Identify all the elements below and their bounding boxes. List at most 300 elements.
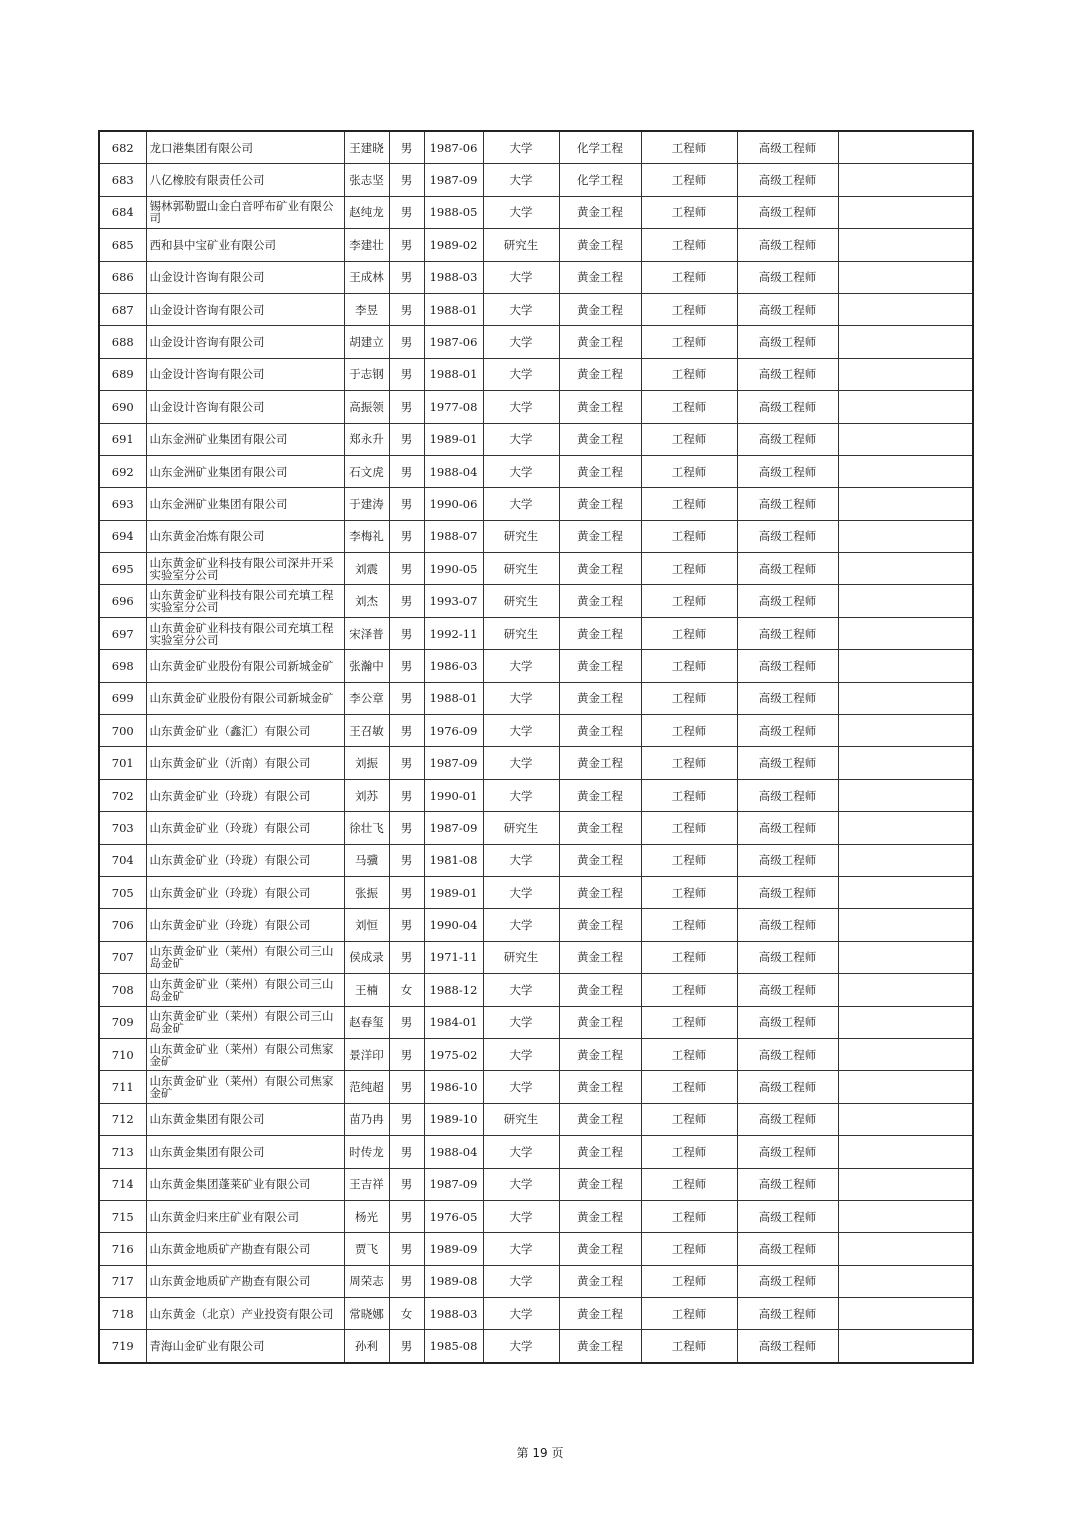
current-title: 工程师 [641,1298,737,1330]
unit-name: 龙口港集团有限公司 [146,131,344,164]
row-number: 694 [99,520,146,552]
current-title: 工程师 [641,520,737,552]
current-title: 工程师 [641,941,737,973]
person-name: 马骥 [344,844,389,876]
remarks [838,1006,973,1038]
specialty: 黄金工程 [559,196,641,228]
birth-date: 1984-01 [424,1006,483,1038]
birth-date: 1992-11 [424,617,483,649]
applied-title: 高级工程师 [737,326,838,358]
person-name: 李梅礼 [344,520,389,552]
person-name: 杨光 [344,1200,389,1232]
remarks [838,326,973,358]
specialty: 黄金工程 [559,520,641,552]
specialty: 化学工程 [559,164,641,196]
gender: 男 [389,1265,424,1297]
education: 大学 [483,196,559,228]
specialty: 黄金工程 [559,1265,641,1297]
remarks [838,1071,973,1103]
remarks [838,131,973,164]
specialty: 黄金工程 [559,779,641,811]
current-title: 工程师 [641,229,737,261]
gender: 女 [389,974,424,1006]
birth-date: 1986-03 [424,650,483,682]
specialty: 黄金工程 [559,358,641,390]
applied-title: 高级工程师 [737,1233,838,1265]
birth-date: 1988-04 [424,455,483,487]
unit-name: 山东黄金矿业科技有限公司充填工程实验室分公司 [146,617,344,649]
remarks [838,196,973,228]
specialty: 黄金工程 [559,876,641,908]
unit-name: 八亿橡胶有限责任公司 [146,164,344,196]
applied-title: 高级工程师 [737,1265,838,1297]
unit-name: 山金设计咨询有限公司 [146,358,344,390]
current-title: 工程师 [641,909,737,941]
education: 研究生 [483,585,559,617]
page-number: 第 19 页 [516,1446,564,1460]
birth-date: 1989-02 [424,229,483,261]
person-name: 高振领 [344,391,389,423]
specialty: 黄金工程 [559,391,641,423]
person-name: 侯成录 [344,941,389,973]
remarks [838,1200,973,1232]
specialty: 黄金工程 [559,812,641,844]
remarks [838,1330,973,1363]
gender: 女 [389,1298,424,1330]
table-row [99,520,973,552]
education: 大学 [483,261,559,293]
specialty: 黄金工程 [559,1071,641,1103]
specialty: 黄金工程 [559,844,641,876]
applied-title: 高级工程师 [737,553,838,585]
current-title: 工程师 [641,1200,737,1232]
table-row [99,941,973,973]
person-name: 胡建立 [344,326,389,358]
remarks [838,747,973,779]
row-number: 714 [99,1168,146,1200]
unit-name: 山东黄金矿业（鑫汇）有限公司 [146,715,344,747]
remarks [838,358,973,390]
current-title: 工程师 [641,423,737,455]
current-title: 工程师 [641,1006,737,1038]
table-row [99,650,973,682]
remarks [838,520,973,552]
row-number: 703 [99,812,146,844]
current-title: 工程师 [641,261,737,293]
education: 大学 [483,747,559,779]
row-number: 716 [99,1233,146,1265]
person-name: 景洋印 [344,1038,389,1070]
row-number: 698 [99,650,146,682]
row-number: 707 [99,941,146,973]
gender: 男 [389,1071,424,1103]
gender: 男 [389,391,424,423]
specialty: 黄金工程 [559,1330,641,1363]
education: 大学 [483,715,559,747]
education: 研究生 [483,1103,559,1135]
row-number: 690 [99,391,146,423]
applied-title: 高级工程师 [737,1038,838,1070]
table-row [99,1168,973,1200]
birth-date: 1988-03 [424,1298,483,1330]
current-title: 工程师 [641,358,737,390]
unit-name: 山东黄金矿业（沂南）有限公司 [146,747,344,779]
gender: 男 [389,1136,424,1168]
applied-title: 高级工程师 [737,1071,838,1103]
unit-name: 山东黄金矿业科技有限公司深井开采实验室分公司 [146,553,344,585]
applied-title: 高级工程师 [737,715,838,747]
education: 大学 [483,1330,559,1363]
current-title: 工程师 [641,747,737,779]
birth-date: 1988-01 [424,682,483,714]
table-row [99,293,973,325]
unit-name: 山东黄金矿业（莱州）有限公司焦家金矿 [146,1038,344,1070]
education: 大学 [483,326,559,358]
birth-date: 1987-06 [424,131,483,164]
person-name: 苗乃冉 [344,1103,389,1135]
person-name: 刘杰 [344,585,389,617]
person-name: 王召敏 [344,715,389,747]
education: 大学 [483,909,559,941]
remarks [838,1265,973,1297]
gender: 男 [389,747,424,779]
table-row [99,455,973,487]
row-number: 695 [99,553,146,585]
gender: 男 [389,909,424,941]
applied-title: 高级工程师 [737,229,838,261]
table-row [99,196,973,228]
row-number: 689 [99,358,146,390]
applied-title: 高级工程师 [737,941,838,973]
education: 大学 [483,423,559,455]
education: 大学 [483,1233,559,1265]
unit-name: 山东黄金矿业（莱州）有限公司三山岛金矿 [146,1006,344,1038]
birth-date: 1990-04 [424,909,483,941]
person-name: 贾飞 [344,1233,389,1265]
gender: 男 [389,1006,424,1038]
gender: 男 [389,455,424,487]
current-title: 工程师 [641,585,737,617]
unit-name: 山东黄金矿业股份有限公司新城金矿 [146,682,344,714]
person-name: 赵纯龙 [344,196,389,228]
applied-title: 高级工程师 [737,261,838,293]
remarks [838,1168,973,1200]
table-row [99,682,973,714]
unit-name: 山东金洲矿业集团有限公司 [146,423,344,455]
birth-date: 1981-08 [424,844,483,876]
row-number: 692 [99,455,146,487]
row-number: 705 [99,876,146,908]
education: 大学 [483,455,559,487]
unit-name: 山东黄金矿业（玲珑）有限公司 [146,909,344,941]
current-title: 工程师 [641,196,737,228]
education: 大学 [483,876,559,908]
person-name: 刘恒 [344,909,389,941]
birth-date: 1989-01 [424,876,483,908]
current-title: 工程师 [641,131,737,164]
table-row [99,1298,973,1330]
applied-title: 高级工程师 [737,520,838,552]
person-name: 范纯超 [344,1071,389,1103]
education: 研究生 [483,553,559,585]
row-number: 688 [99,326,146,358]
unit-name: 山东黄金矿业（莱州）有限公司焦家金矿 [146,1071,344,1103]
remarks [838,1038,973,1070]
table-row [99,1006,973,1038]
unit-name: 山金设计咨询有限公司 [146,261,344,293]
birth-date: 1985-08 [424,1330,483,1363]
specialty: 黄金工程 [559,326,641,358]
row-number: 712 [99,1103,146,1135]
birth-date: 1989-09 [424,1233,483,1265]
applied-title: 高级工程师 [737,1103,838,1135]
current-title: 工程师 [641,164,737,196]
table-row [99,358,973,390]
specialty: 黄金工程 [559,1168,641,1200]
birth-date: 1987-09 [424,812,483,844]
birth-date: 1971-11 [424,941,483,973]
specialty: 黄金工程 [559,423,641,455]
birth-date: 1988-12 [424,974,483,1006]
birth-date: 1986-10 [424,1071,483,1103]
specialty: 黄金工程 [559,1006,641,1038]
applied-title: 高级工程师 [737,488,838,520]
education: 大学 [483,974,559,1006]
row-number: 719 [99,1330,146,1363]
gender: 男 [389,358,424,390]
specialty: 黄金工程 [559,585,641,617]
specialty: 黄金工程 [559,682,641,714]
unit-name: 山东黄金（北京）产业投资有限公司 [146,1298,344,1330]
table-row [99,1103,973,1135]
education: 大学 [483,1006,559,1038]
education: 大学 [483,779,559,811]
specialty: 黄金工程 [559,974,641,1006]
person-name: 王建晓 [344,131,389,164]
person-name: 张瀚中 [344,650,389,682]
specialty: 黄金工程 [559,650,641,682]
current-title: 工程师 [641,293,737,325]
specialty: 黄金工程 [559,1103,641,1135]
row-number: 691 [99,423,146,455]
current-title: 工程师 [641,876,737,908]
current-title: 工程师 [641,974,737,1006]
unit-name: 西和县中宝矿业有限公司 [146,229,344,261]
table-row [99,1136,973,1168]
current-title: 工程师 [641,812,737,844]
current-title: 工程师 [641,1233,737,1265]
applied-title: 高级工程师 [737,812,838,844]
birth-date: 1988-05 [424,196,483,228]
applied-title: 高级工程师 [737,455,838,487]
person-name: 时传龙 [344,1136,389,1168]
applied-title: 高级工程师 [737,423,838,455]
birth-date: 1988-01 [424,358,483,390]
row-number: 697 [99,617,146,649]
table-row [99,553,973,585]
person-name: 王吉祥 [344,1168,389,1200]
table-row [99,974,973,1006]
birth-date: 1988-03 [424,261,483,293]
birth-date: 1987-06 [424,326,483,358]
unit-name: 山东黄金地质矿产勘查有限公司 [146,1233,344,1265]
applied-title: 高级工程师 [737,196,838,228]
specialty: 黄金工程 [559,293,641,325]
remarks [838,1136,973,1168]
remarks [838,423,973,455]
gender: 男 [389,488,424,520]
gender: 男 [389,1200,424,1232]
table-row [99,131,973,164]
gender: 男 [389,520,424,552]
education: 大学 [483,1200,559,1232]
current-title: 工程师 [641,1330,737,1363]
education: 大学 [483,682,559,714]
person-name: 刘振 [344,747,389,779]
unit-name: 山金设计咨询有限公司 [146,391,344,423]
table-row [99,1265,973,1297]
row-number: 686 [99,261,146,293]
remarks [838,261,973,293]
specialty: 黄金工程 [559,261,641,293]
applied-title: 高级工程师 [737,876,838,908]
birth-date: 1989-01 [424,423,483,455]
current-title: 工程师 [641,1071,737,1103]
birth-date: 1988-07 [424,520,483,552]
remarks [838,229,973,261]
table-row [99,844,973,876]
table-row [99,715,973,747]
gender: 男 [389,779,424,811]
current-title: 工程师 [641,650,737,682]
table-row [99,747,973,779]
unit-name: 山东黄金地质矿产勘查有限公司 [146,1265,344,1297]
education: 大学 [483,1168,559,1200]
remarks [838,1233,973,1265]
birth-date: 1993-07 [424,585,483,617]
remarks [838,455,973,487]
table-row [99,261,973,293]
row-number: 706 [99,909,146,941]
applied-title: 高级工程师 [737,293,838,325]
row-number: 684 [99,196,146,228]
applied-title: 高级工程师 [737,131,838,164]
remarks [838,391,973,423]
gender: 男 [389,650,424,682]
specialty: 黄金工程 [559,715,641,747]
specialty: 黄金工程 [559,1298,641,1330]
specialty: 黄金工程 [559,488,641,520]
row-number: 701 [99,747,146,779]
row-number: 685 [99,229,146,261]
birth-date: 1989-10 [424,1103,483,1135]
specialty: 黄金工程 [559,1233,641,1265]
current-title: 工程师 [641,553,737,585]
table-row [99,1233,973,1265]
gender: 男 [389,131,424,164]
current-title: 工程师 [641,617,737,649]
unit-name: 山东黄金冶炼有限公司 [146,520,344,552]
birth-date: 1987-09 [424,1168,483,1200]
birth-date: 1990-01 [424,779,483,811]
applied-title: 高级工程师 [737,1200,838,1232]
unit-name: 山东黄金矿业（玲珑）有限公司 [146,779,344,811]
remarks [838,909,973,941]
gender: 男 [389,941,424,973]
specialty: 黄金工程 [559,1038,641,1070]
unit-name: 山东黄金矿业（玲珑）有限公司 [146,876,344,908]
unit-name: 山东黄金归来庄矿业有限公司 [146,1200,344,1232]
unit-name: 山东黄金矿业（玲珑）有限公司 [146,844,344,876]
education: 大学 [483,1136,559,1168]
row-number: 704 [99,844,146,876]
applied-title: 高级工程师 [737,585,838,617]
specialty: 黄金工程 [559,941,641,973]
remarks [838,293,973,325]
applied-title: 高级工程师 [737,1330,838,1363]
current-title: 工程师 [641,844,737,876]
unit-name: 山东黄金矿业（莱州）有限公司三山岛金矿 [146,974,344,1006]
table-row [99,488,973,520]
person-name: 孙利 [344,1330,389,1363]
current-title: 工程师 [641,715,737,747]
person-name: 赵春玺 [344,1006,389,1038]
row-number: 696 [99,585,146,617]
table-row [99,1038,973,1070]
remarks [838,585,973,617]
specialty: 黄金工程 [559,455,641,487]
birth-date: 1988-04 [424,1136,483,1168]
person-name: 宋泽普 [344,617,389,649]
applied-title: 高级工程师 [737,1168,838,1200]
applied-title: 高级工程师 [737,358,838,390]
person-name: 于建涛 [344,488,389,520]
birth-date: 1988-01 [424,293,483,325]
education: 大学 [483,391,559,423]
applied-title: 高级工程师 [737,682,838,714]
person-name: 刘震 [344,553,389,585]
current-title: 工程师 [641,1103,737,1135]
current-title: 工程师 [641,488,737,520]
person-name: 于志钢 [344,358,389,390]
unit-name: 山金设计咨询有限公司 [146,326,344,358]
current-title: 工程师 [641,682,737,714]
person-name: 李公章 [344,682,389,714]
remarks [838,650,973,682]
person-name: 徐壮飞 [344,812,389,844]
person-name: 李昱 [344,293,389,325]
unit-name: 山东黄金集团蓬莱矿业有限公司 [146,1168,344,1200]
row-number: 718 [99,1298,146,1330]
table-row [99,909,973,941]
education: 大学 [483,358,559,390]
current-title: 工程师 [641,1038,737,1070]
remarks [838,812,973,844]
specialty: 黄金工程 [559,617,641,649]
specialty: 黄金工程 [559,229,641,261]
applied-title: 高级工程师 [737,1298,838,1330]
education: 大学 [483,1071,559,1103]
row-number: 699 [99,682,146,714]
education: 研究生 [483,520,559,552]
specialty: 黄金工程 [559,909,641,941]
gender: 男 [389,261,424,293]
row-number: 682 [99,131,146,164]
table-row [99,1200,973,1232]
gender: 男 [389,585,424,617]
current-title: 工程师 [641,455,737,487]
gender: 男 [389,553,424,585]
